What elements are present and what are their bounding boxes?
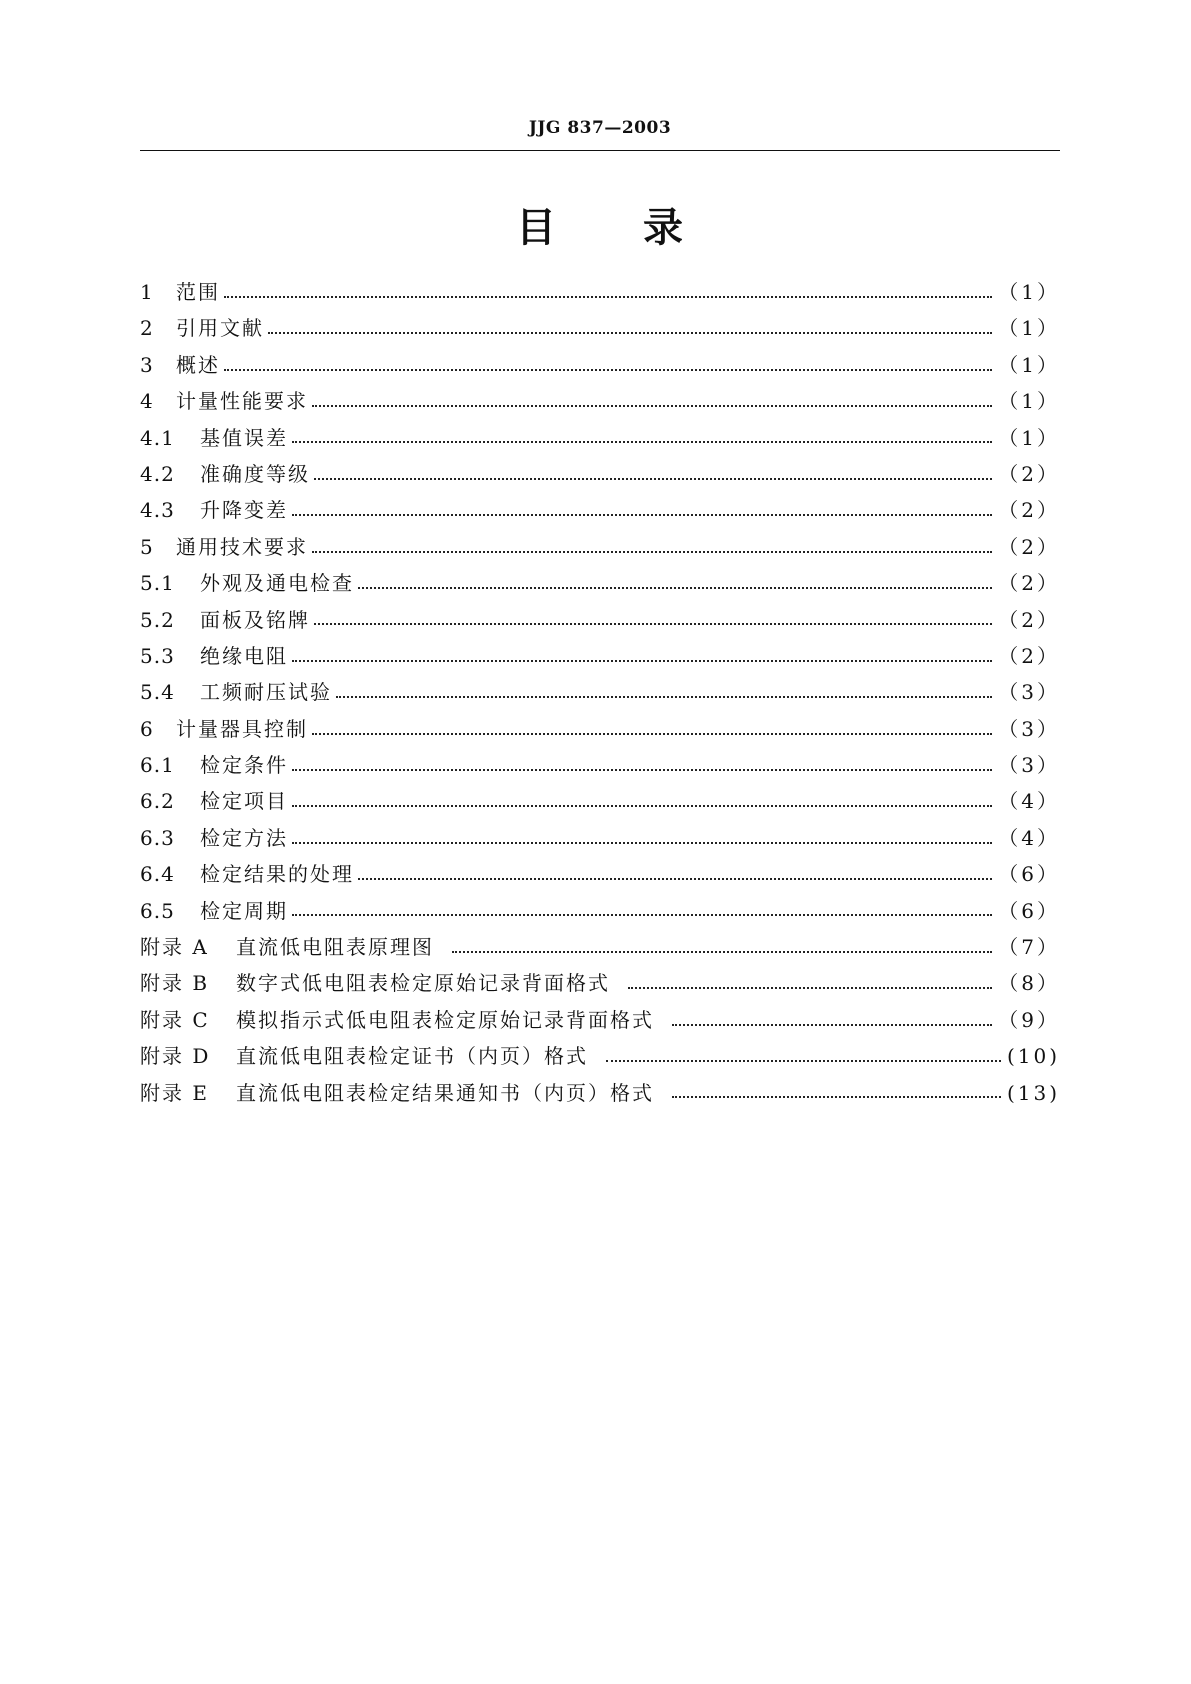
- toc-entry[interactable]: [140, 274, 1060, 310]
- toc-entry-label: 准确度等级: [200, 461, 310, 486]
- toc-entry-label: 通用技术要求: [176, 534, 308, 559]
- toc-entry[interactable]: [140, 565, 1060, 601]
- toc-dot-leader: [292, 820, 992, 856]
- toc-entry[interactable]: [140, 347, 1060, 383]
- toc-entry-number: 6.5: [140, 898, 175, 923]
- toc-dot-leader: [292, 893, 992, 929]
- title-char-1: 目: [516, 205, 557, 251]
- toc-dot-leader: [628, 965, 992, 1001]
- toc-dot-leader: [292, 783, 992, 819]
- toc-dot-leader: [312, 529, 992, 565]
- toc-dot-leader: [358, 565, 992, 601]
- toc-entry-page: （1）: [998, 425, 1060, 450]
- toc-dot-leader: [292, 492, 992, 528]
- toc-entry[interactable]: [140, 383, 1060, 419]
- toc-entry-label: 检定周期: [200, 898, 288, 923]
- toc-entry-number: 5.1: [140, 571, 175, 596]
- toc-entry-page: （3）: [998, 753, 1060, 778]
- toc-entry-page: （2）: [998, 607, 1060, 632]
- toc-entry-number: 附录 C: [140, 1007, 210, 1032]
- toc-entry-number: 3: [140, 352, 154, 377]
- toc-entry-label: 计量性能要求: [176, 389, 308, 414]
- toc-entry-label: 升降变差: [200, 498, 288, 523]
- toc-entry-page: (13): [1006, 1080, 1060, 1105]
- toc-entry-page: （1）: [998, 352, 1060, 377]
- toc-dot-leader: [224, 347, 992, 383]
- toc-dot-leader: [268, 310, 992, 346]
- toc-entry-label: 范围: [176, 280, 220, 304]
- toc-entry[interactable]: [140, 456, 1060, 492]
- toc-entry-page: （2）: [998, 461, 1060, 486]
- toc-entry-page: （4）: [998, 825, 1060, 850]
- toc-entry[interactable]: [140, 674, 1060, 710]
- toc-entry-label: 直流低电阻表检定证书（内页）格式: [236, 1044, 588, 1069]
- toc-entry-label: 检定项目: [200, 789, 288, 814]
- toc-dot-leader: [606, 1038, 1001, 1074]
- toc-entry-label: 基值误差: [200, 425, 288, 450]
- toc-entry-number: 附录 E: [140, 1080, 209, 1105]
- toc-entry-number: 1: [140, 280, 154, 304]
- toc-entry-label: 检定方法: [200, 825, 288, 850]
- toc-entry[interactable]: [140, 965, 1060, 1001]
- toc-entry[interactable]: [140, 893, 1060, 929]
- document-code-header: JJG 837—2003: [528, 118, 672, 138]
- toc-entry-page: （2）: [998, 534, 1060, 559]
- toc-entry-page: （9）: [998, 1007, 1060, 1032]
- toc-dot-leader: [312, 383, 992, 419]
- toc-entry-page: （6）: [998, 898, 1060, 923]
- toc-entry-page: （4）: [998, 789, 1060, 814]
- toc-entry-number: 4.3: [140, 498, 175, 523]
- toc-entry-number: 6.2: [140, 789, 175, 814]
- toc-entry-page: （1）: [998, 316, 1060, 341]
- title-char-2: 录: [643, 205, 684, 251]
- toc-entry[interactable]: [140, 820, 1060, 856]
- toc-entry-number: 5.2: [140, 607, 175, 632]
- toc-entry[interactable]: [140, 602, 1060, 638]
- toc-dot-leader: [224, 274, 992, 310]
- toc-entry-label: 检定结果的处理: [200, 862, 354, 887]
- toc-dot-leader: [358, 856, 992, 892]
- toc-entry-page: （3）: [998, 680, 1060, 705]
- toc-dot-leader: [314, 602, 992, 638]
- toc-entry[interactable]: [140, 310, 1060, 346]
- page-title: [140, 196, 1060, 253]
- toc-entry-page: （6）: [998, 862, 1060, 887]
- toc-entry[interactable]: [140, 1075, 1060, 1111]
- toc-entry-number: 5.4: [140, 680, 175, 705]
- toc-entry-label: 数字式低电阻表检定原始记录背面格式: [236, 971, 610, 996]
- toc-entry-label: 面板及铭牌: [200, 607, 310, 632]
- toc-entry-number: 4.1: [140, 425, 175, 450]
- toc-entry[interactable]: [140, 929, 1060, 965]
- toc-entry-label: 引用文献: [176, 316, 264, 341]
- toc-entry-page: （1）: [998, 280, 1060, 304]
- toc-entry[interactable]: [140, 856, 1060, 892]
- toc-dot-leader: [312, 711, 992, 747]
- toc-entry-page: （1）: [998, 389, 1060, 414]
- toc-entry-number: 6.3: [140, 825, 175, 850]
- toc-entry[interactable]: [140, 711, 1060, 747]
- toc-entry-label: 检定条件: [200, 753, 288, 778]
- header-rule: [140, 150, 1060, 151]
- toc-entry-page: （2）: [998, 643, 1060, 668]
- toc-entry[interactable]: [140, 747, 1060, 783]
- toc-entry[interactable]: [140, 420, 1060, 456]
- toc-entry-page: （3）: [998, 716, 1060, 741]
- toc-dot-leader: [452, 929, 992, 965]
- toc-entry-page: （2）: [998, 498, 1060, 523]
- toc-entry-number: 6: [140, 716, 154, 741]
- toc-dot-leader: [672, 1002, 992, 1038]
- toc-entry-page: （8）: [998, 971, 1060, 996]
- toc-dot-leader: [292, 420, 992, 456]
- toc-dot-leader: [336, 674, 992, 710]
- toc-entry-label: 直流低电阻表原理图: [236, 935, 434, 960]
- toc-entry-label: 外观及通电检查: [200, 571, 354, 596]
- toc-dot-leader: [292, 747, 992, 783]
- toc-entry[interactable]: [140, 783, 1060, 819]
- toc-entry[interactable]: [140, 529, 1060, 565]
- toc-entry-number: 附录 A: [140, 935, 209, 960]
- toc-entry[interactable]: [140, 638, 1060, 674]
- toc-entry[interactable]: [140, 1038, 1060, 1074]
- toc-entry-number: 2: [140, 316, 154, 341]
- toc-entry-number: 5: [140, 534, 154, 559]
- toc-entry-label: 概述: [176, 352, 220, 377]
- toc-entry-page: (10): [1006, 1044, 1060, 1069]
- toc-entry[interactable]: [140, 1002, 1060, 1038]
- toc-entry-label: 计量器具控制: [176, 716, 308, 741]
- toc-entry-number: 附录 B: [140, 971, 210, 996]
- toc-dot-leader: [314, 456, 992, 492]
- toc-entry-number: 6.1: [140, 753, 175, 778]
- toc-entry-number: 4.2: [140, 461, 175, 486]
- toc-dot-leader: [292, 638, 992, 674]
- toc-entry-page: （7）: [998, 935, 1060, 960]
- toc-entry-label: 直流低电阻表检定结果通知书（内页）格式: [236, 1080, 654, 1105]
- table-of-contents: [140, 274, 1060, 1111]
- toc-entry-label: 模拟指示式低电阻表检定原始记录背面格式: [236, 1007, 654, 1032]
- toc-entry-label: 绝缘电阻: [200, 643, 288, 668]
- toc-entry[interactable]: [140, 492, 1060, 528]
- toc-entry-number: 6.4: [140, 862, 175, 887]
- toc-entry-number: 5.3: [140, 643, 175, 668]
- toc-entry-page: （2）: [998, 571, 1060, 596]
- toc-entry-number: 4: [140, 389, 154, 414]
- toc-entry-number: 附录 D: [140, 1044, 211, 1069]
- toc-dot-leader: [672, 1075, 1001, 1111]
- toc-entry-label: 工频耐压试验: [200, 680, 332, 705]
